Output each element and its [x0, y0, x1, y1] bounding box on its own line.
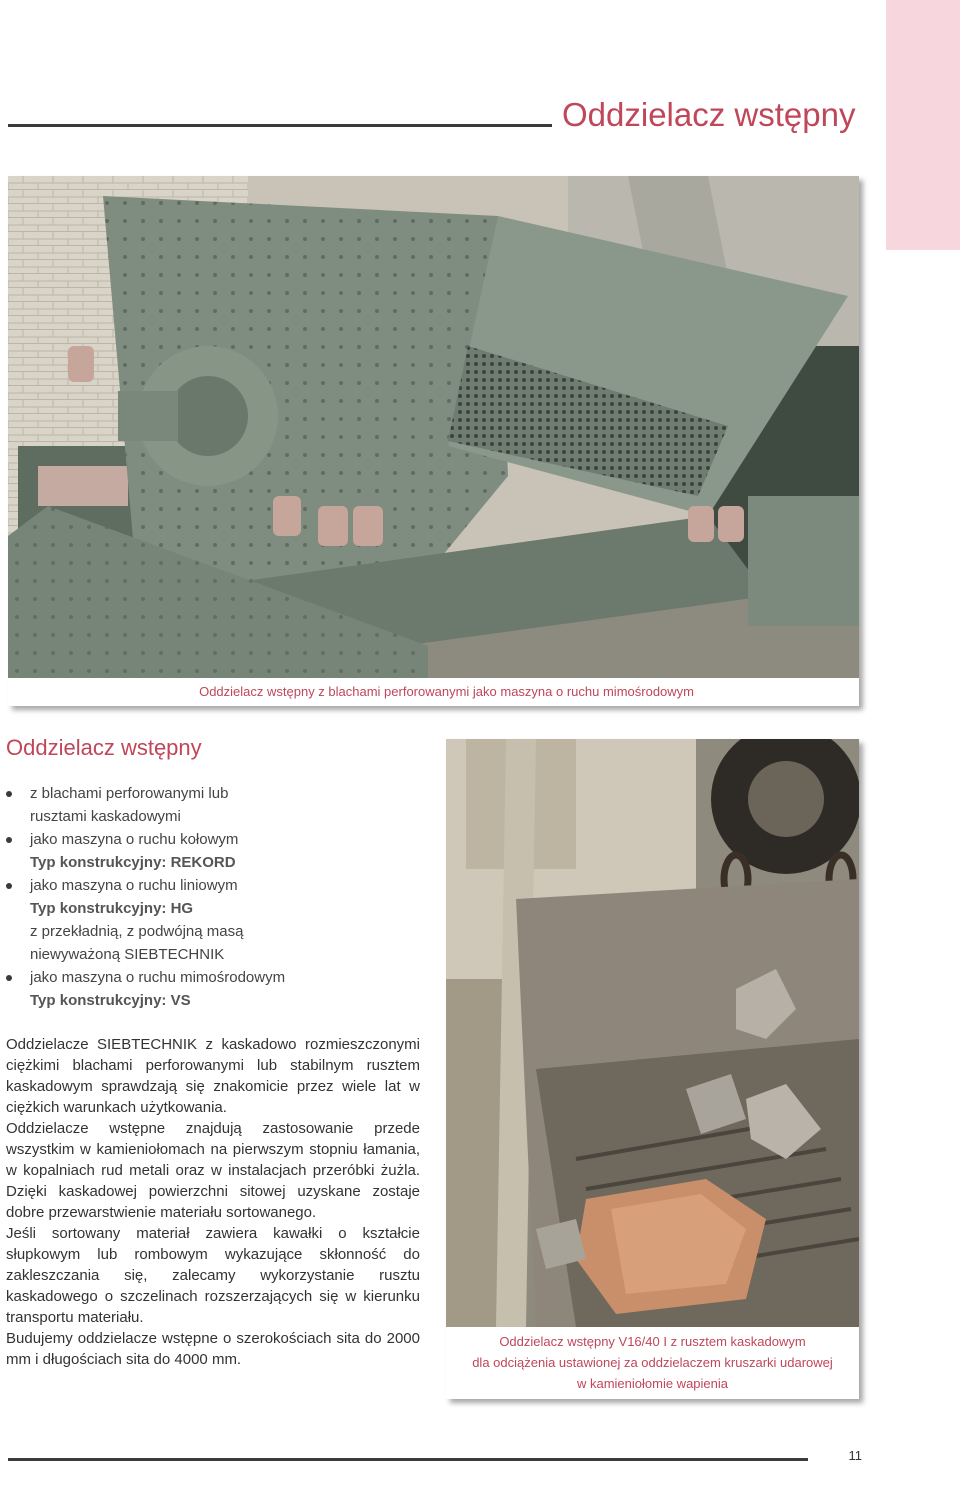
feature-list-item: Typ konstrukcyjny: REKORD [30, 854, 236, 871]
body-paragraph: Oddzielacze wstępne znajdują zastosowanie przede wszystkim w kamieniołomach na pierwszym stopniu łamania, w kopalniach rud metali oraz w instalacjach przeróbki żużla. Dzięki kaskadowej powierzchni sitowej uzyskane zostaje dobre przewarstwienie materiału sortowanego. [6, 1120, 420, 1221]
body-text [6, 1034, 420, 1370]
page-color-tab [886, 0, 960, 250]
grate-photo-image [446, 739, 859, 1327]
grate-caption-line: w kamieniołomie wapienia [576, 1376, 729, 1391]
header-rule [8, 124, 552, 127]
machine-photo-caption: Oddzielacz wstępny z blachami perforowanymi jako maszyna o ruchu mimośrodowym [8, 678, 859, 706]
footer-rule [8, 1458, 808, 1461]
grate-caption-line: Oddzielacz wstępny V16/40 I z rusztem kaskadowym [499, 1334, 806, 1349]
feature-list-item: Typ konstrukcyjny: HG [30, 900, 194, 917]
body-paragraph: Jeśli sortowany materiał zawiera kawałki o kształcie słupkowym lub rombowym wykazujące skłonność do zakleszczania się, zalecamy wykorzystanie rusztu kaskadowego o szczelinach rozszerzających się w kierunku transportu materiału. [6, 1225, 420, 1326]
machine-photo [8, 176, 859, 706]
feature-list-item: z przekładnią, z podwójną masą [30, 923, 244, 940]
feature-list-item: jako maszyna o ruchu kołowym [6, 828, 426, 851]
machine-photo-image [8, 176, 859, 678]
feature-list-item: Typ konstrukcyjny: VS [30, 992, 191, 1009]
page-title: Oddzielacz wstępny [562, 96, 856, 133]
feature-list-item: z blachami perforowanymi lub [6, 782, 426, 805]
feature-list-item: rusztami kaskadowymi [30, 808, 181, 825]
grate-caption-line: dla odciążenia ustawionej za oddzielaczem kruszarki udarowej [472, 1355, 833, 1370]
grate-photo [446, 739, 859, 1399]
grate-photo-caption [446, 1327, 859, 1399]
body-paragraph: Oddzielacze SIEBTECHNIK z kaskadowo rozmieszczonymi ciężkimi blachami perforowanymi lub stabilnym rusztem kaskadowym sprawdzają się znakomicie przez wiele lat w ciężkich warunkach użytkowania. [6, 1036, 420, 1116]
body-paragraph: Budujemy oddzielacze wstępne o szerokościach sita do 2000 mm i długościach sita do 4000 mm. [6, 1330, 420, 1368]
feature-list-item: jako maszyna o ruchu liniowym [6, 874, 426, 897]
section-heading: Oddzielacz wstępny [6, 735, 202, 760]
page-number: 11 [848, 1448, 862, 1463]
feature-list-item: jako maszyna o ruchu mimośrodowym [6, 966, 426, 989]
feature-list-item: niewyważoną SIEBTECHNIK [30, 946, 225, 963]
feature-list [6, 782, 426, 1012]
